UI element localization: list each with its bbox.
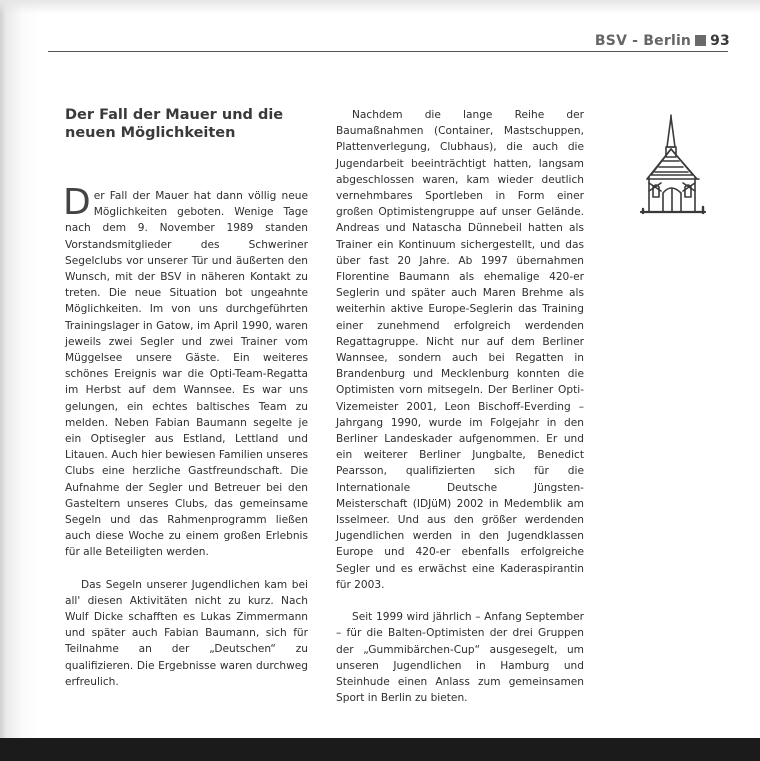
header-rule bbox=[48, 51, 728, 52]
paragraph: Nachdem die lange Reihe der Baumaßnahmen (Container, Mastschuppen, Plattenverlegung, Clubhaus), die auch die Jugendarbeit beeinträchtigt hatten, langsam abgeschlossen waren, kam wieder deutlich vernehmbares Sportleben in Form einer großen Optimistengruppe auf unser Gelände. Andreas und Natascha Dünnebeil hatten als Trainer ein Kontinuum sichergestellt, und das über fast 20 Jahre. Ab 1997 übernahmen Florentine Baumann als ehemalige 420-er Seglerin und später auch Maren Brehme als weiterhin aktive Europe-Seglerin das Training einer zunehmend erfolgreich werdenden Regattagruppe. Nicht nur auf dem Berliner Wannsee, sondern auch bei Regatten in Brandenburg und Mecklenburg konnten die Optimisten vorn mitsegeln. Der Berliner Opti-Vizemeister 2001, Leon Bischoff-Everding – Jahrgang 1990, wurde im Folgejahr in den Berliner Landeskader aufgenommen. Er und ein weiterer Berliner Jungbalte, Benedict Pearsson, qualifizierten sich für die Internationale Deutsche Jüngsten-Meisterschaft (IDJüM) 2002 in Medemblik am Isselmeer. Und aus den größer werdenden Jugendlichen werden in den Jugendklassen Europe und 420-er ebenfalls erfolgreiche Segler und es erwächst eine Kaderaspirantin für 2003. bbox=[336, 109, 584, 591]
running-header bbox=[595, 33, 730, 49]
paragraph-text: er Fall der Mauer hat dann völlig neue Möglichkeiten geboten. Wenige Tage nach dem 9. November 1989 standen Vorstandsmitglieder des Schweriner Segelclubs vor unserer Tür und äußerten den Wunsch, mit der BSV in näheren Kontakt zu treten. Die neue Situation bot ungeahnte Möglichkeiten. Im von uns durchgeführten Trainingslager in Gatow, im April 1990, waren jeweils zwei Segler und zwei Trainer vom Müggelsee unsere Gäste. Ein weiteres schönes Ereignis war die Opti-Team-Regatta im Herbst auf dem Wannsee. Es war uns gelungen, ein echtes baltisches Team zu melden. Neben Fabian Baumann segelte je ein Optisegler aus Estland, Lettland und Litauen. Auch hier bewiesen Familien unseres Clubs eine herzliche Gastfreundschaft. Die Aufnahme der Segler und Betreuer bei den Gasteltern unseres Clubs, das gemeinsame Segeln und das Rahmenprogramm ließen auch diese Woche zu einem großen Erlebnis für alle Beteiligten werden. bbox=[65, 190, 308, 559]
paragraph bbox=[63, 182, 308, 561]
paragraph: Seit 1999 wird jährlich – Anfang September – für die Balten-Optimisten der drei Gruppen der „Gummibärchen-Cup“ ausgesegelt, um unseren Jugendlichen in Hamburg und Steinhude einen Anlass zum gemeinsamen Sport in Berlin zu bieten. bbox=[336, 611, 584, 705]
article-title: Der Fall der Mauer und die neuen Möglichkeiten bbox=[65, 107, 284, 141]
page-number: 93 bbox=[710, 33, 730, 49]
header-section: BSV - Berlin bbox=[594, 33, 692, 49]
paragraph: Das Segeln unserer Jugendlichen kam bei all' diesen Aktivitäten nicht zu kurz. Nach Wulf Dicke schafften es Lukas Zimmermann und später auch Fabian Baumann, sich für Teilnahme an der „Deutschen“ zu qualifizieren. Die Ergebnisse waren durchweg erfreulich. bbox=[65, 578, 308, 688]
chapel-sketch-icon bbox=[637, 113, 709, 217]
page-top-shadow bbox=[0, 0, 760, 14]
header-square-icon bbox=[695, 35, 706, 46]
column-left bbox=[63, 182, 308, 690]
column-right bbox=[336, 107, 584, 706]
dropcap: D bbox=[63, 182, 91, 223]
scan-bottom-bar bbox=[0, 738, 760, 761]
